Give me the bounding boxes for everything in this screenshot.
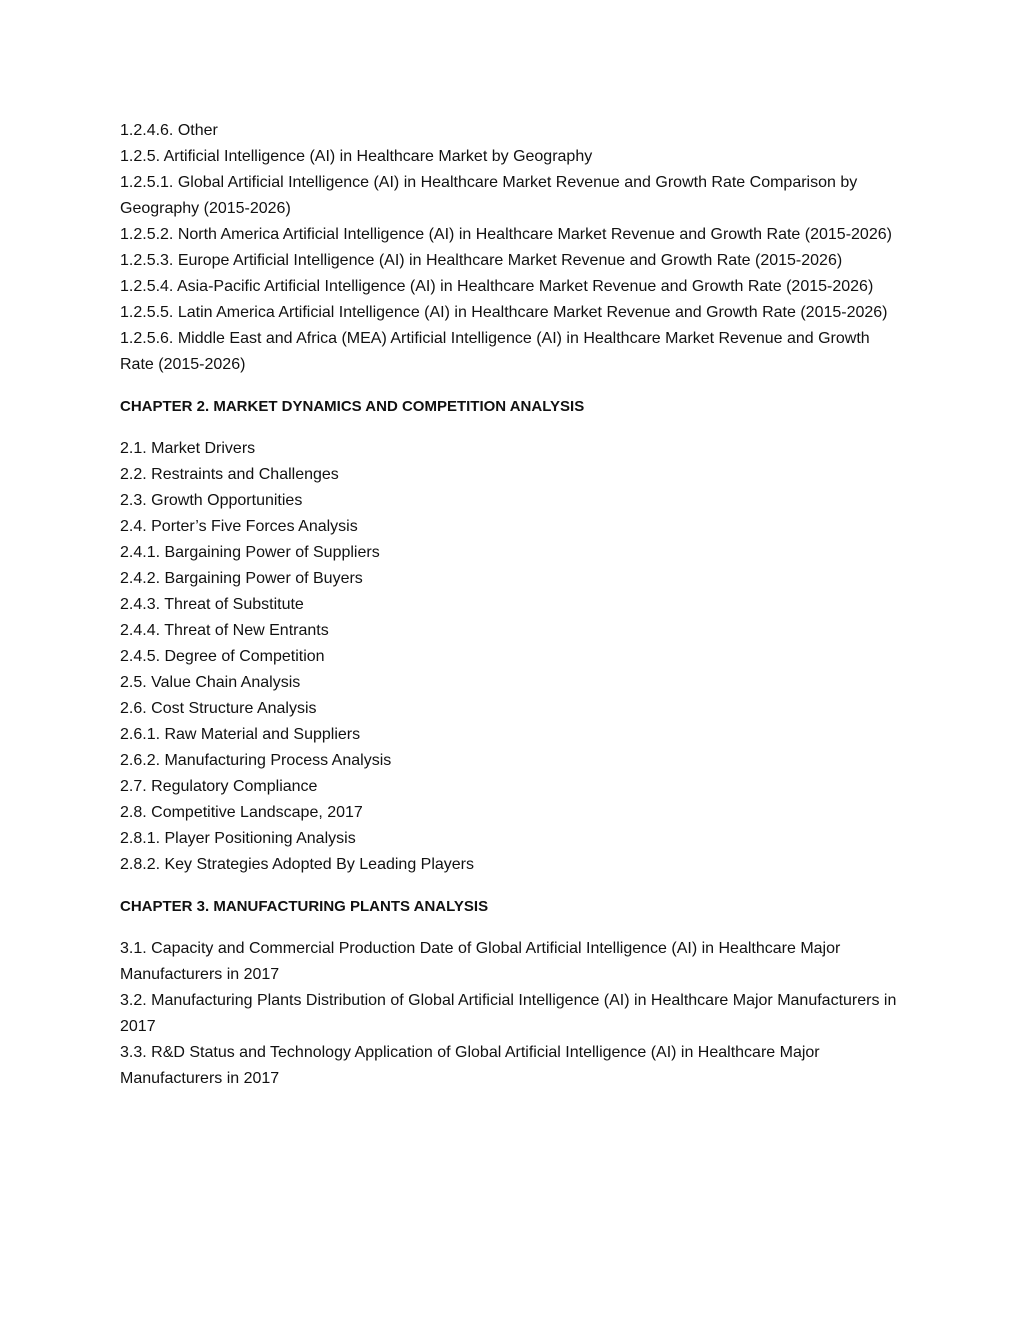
toc-entry: 2.4.4. Threat of New Entrants bbox=[120, 622, 329, 639]
chapter-3-heading: CHAPTER 3. MANUFACTURING PLANTS ANALYSIS bbox=[120, 898, 489, 915]
toc-entry: 2.4.1. Bargaining Power of Suppliers bbox=[120, 544, 380, 561]
toc-entry: 1.2.5.5. Latin America Artificial Intelligence (AI) in Healthcare Market Revenue and Growth Rate (2015-2026) bbox=[120, 304, 888, 321]
toc-entry: 2.1. Market Drivers bbox=[120, 440, 256, 457]
toc-entry: 2.6. Cost Structure Analysis bbox=[120, 700, 317, 717]
toc-entry: 2.4.5. Degree of Competition bbox=[120, 648, 325, 665]
toc-entry: 1.2.4.6. Other bbox=[120, 122, 218, 139]
toc-entry: 2.2. Restraints and Challenges bbox=[120, 466, 339, 483]
toc-entry: 1.2.5.2. North America Artificial Intelligence (AI) in Healthcare Market Revenue and Growth Rate (2015-2026) bbox=[120, 226, 892, 243]
chapter-3-list bbox=[120, 936, 904, 1092]
toc-entry: 3.2. Manufacturing Plants Distribution of Global Artificial Intelligence (AI) in Healthcare Major Manufacturers in 2017 bbox=[120, 992, 897, 1035]
toc-entry: 1.2.5. Artificial Intelligence (AI) in Healthcare Market by Geography bbox=[120, 148, 593, 165]
toc-entry: 2.3. Growth Opportunities bbox=[120, 492, 303, 509]
document-page bbox=[120, 118, 904, 1092]
toc-entry: 3.3. R&D Status and Technology Application of Global Artificial Intelligence (AI) in Healthcare Major Manufacturers in 2017 bbox=[120, 1044, 820, 1087]
toc-entry: 2.4.2. Bargaining Power of Buyers bbox=[120, 570, 363, 587]
section-1-list bbox=[120, 118, 904, 378]
toc-entry: 1.2.5.1. Global Artificial Intelligence (AI) in Healthcare Market Revenue and Growth Rate Comparison by Geography (2015-2026) bbox=[120, 174, 858, 217]
toc-entry: 2.6.1. Raw Material and Suppliers bbox=[120, 726, 361, 743]
toc-entry: 2.8. Competitive Landscape, 2017 bbox=[120, 804, 363, 821]
toc-entry: 2.7. Regulatory Compliance bbox=[120, 778, 318, 795]
toc-entry: 1.2.5.3. Europe Artificial Intelligence (AI) in Healthcare Market Revenue and Growth Rate (2015-2026) bbox=[120, 252, 843, 269]
toc-entry: 2.6.2. Manufacturing Process Analysis bbox=[120, 752, 392, 769]
toc-entry: 2.5. Value Chain Analysis bbox=[120, 674, 301, 691]
toc-entry: 2.4.3. Threat of Substitute bbox=[120, 596, 304, 613]
chapter-2-list bbox=[120, 436, 904, 878]
toc-entry: 2.4. Porter’s Five Forces Analysis bbox=[120, 518, 358, 535]
toc-entry: 3.1. Capacity and Commercial Production Date of Global Artificial Intelligence (AI) in Healthcare Major Manufacturers in 2017 bbox=[120, 940, 841, 983]
toc-entry: 1.2.5.4. Asia-Pacific Artificial Intelligence (AI) in Healthcare Market Revenue and Growth Rate (2015-2026) bbox=[120, 278, 874, 295]
chapter-2-heading: CHAPTER 2. MARKET DYNAMICS AND COMPETITION ANALYSIS bbox=[120, 398, 585, 415]
toc-entry: 2.8.1. Player Positioning Analysis bbox=[120, 830, 356, 847]
toc-entry: 2.8.2. Key Strategies Adopted By Leading Players bbox=[120, 856, 475, 873]
toc-entry: 1.2.5.6. Middle East and Africa (MEA) Artificial Intelligence (AI) in Healthcare Market Revenue and Growth Rate (2015-2026) bbox=[120, 330, 870, 373]
